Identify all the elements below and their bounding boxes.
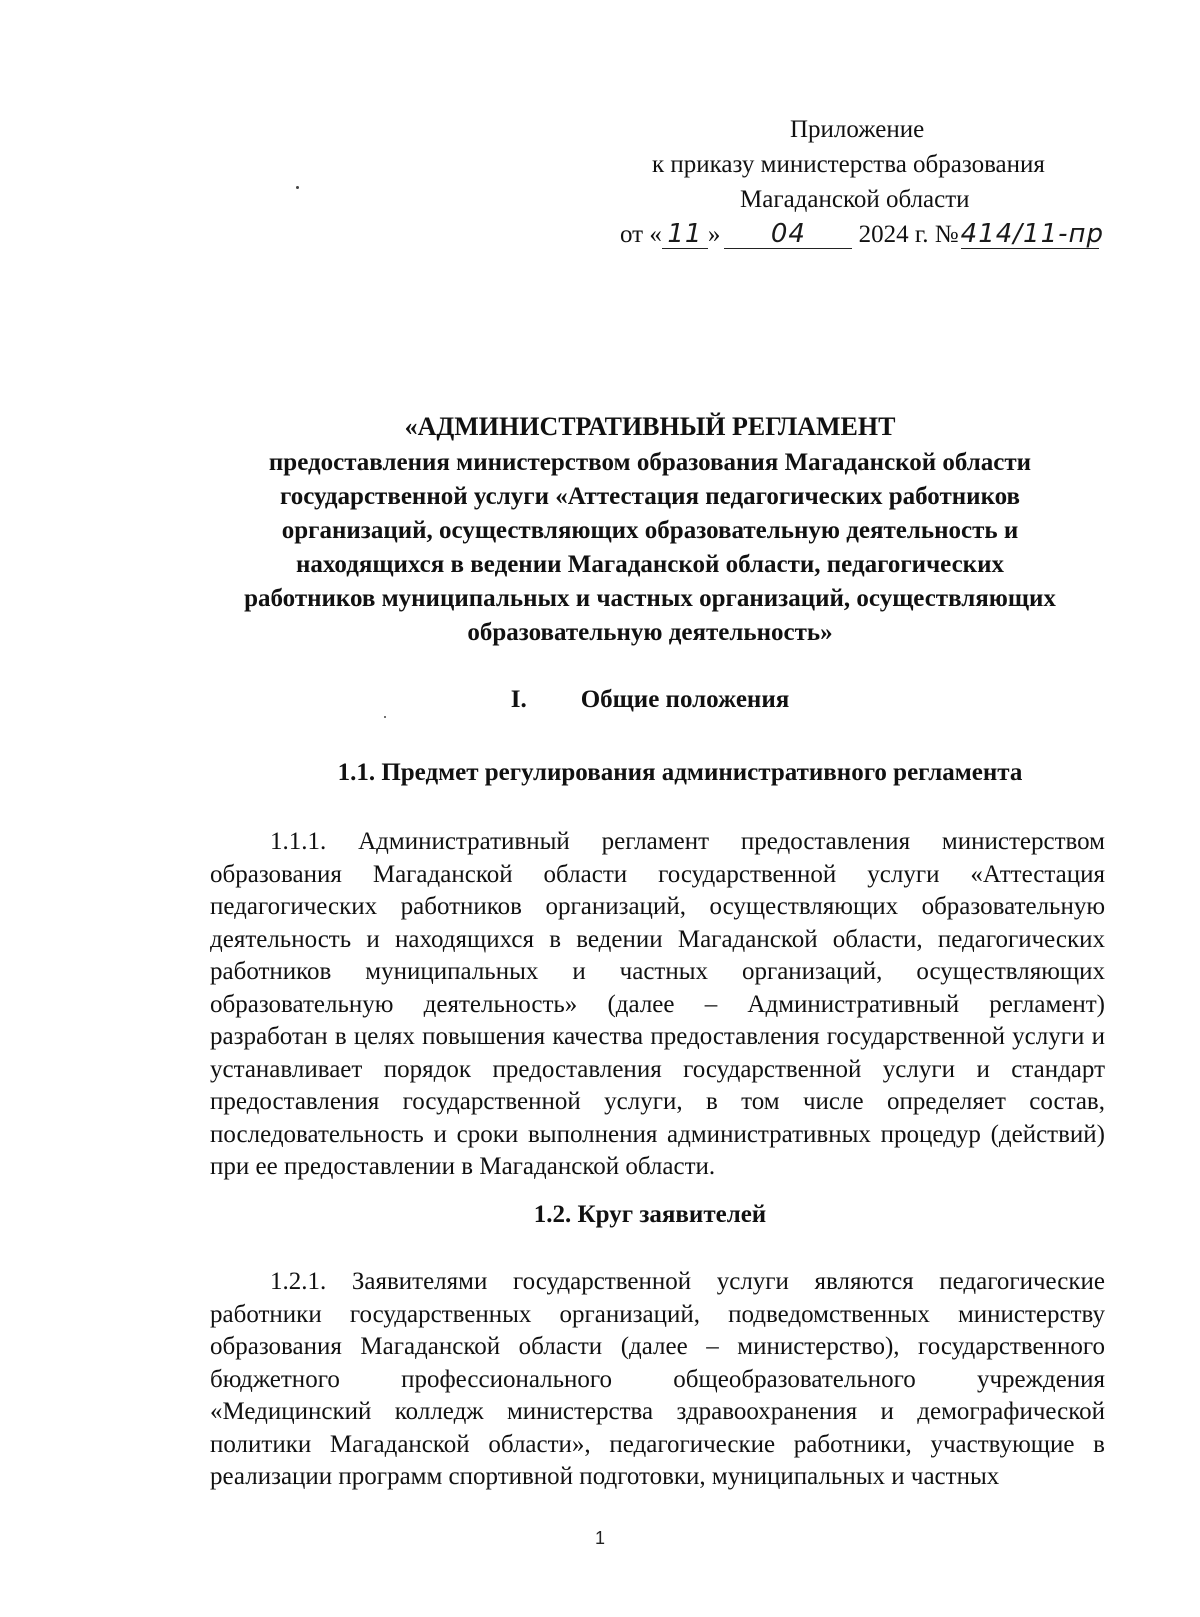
appendix-date-line [600,217,1120,252]
title-main: «АДМИНИСТРАТИВНЫЙ РЕГЛАМЕНТ [404,412,896,441]
appendix-title: Приложение [790,116,925,143]
scan-speck [296,186,299,189]
title-line: образовательную деятельность» [467,619,833,646]
handwritten-order-number: 414/11-пр [960,219,1105,249]
document-title [200,410,1100,650]
appendix-header [600,112,1120,252]
subsection-heading [230,756,1130,790]
date-quote-close: » [707,221,721,248]
paragraph-1-2-1: 1.2.1. Заявителями государственной услуги являются педагогические работники государственных организаций, подведомственных министерству образования Магаданской области (далее – министерство), государственного бюджетного профессионального общеобразовательного учреждения «Медицинский колледж министерства здравоохранения и демографической политики Магаданской области», педагогические работники, участвующие в реализации программ спортивной подготовки, муниципальных и частных [210,1268,1105,1490]
section-title: Общие положения [580,686,790,713]
title-line: государственной услуги «Аттестация педагогических работников [279,483,1021,510]
subsection-title: 1.1. Предмет регулирования административного регламента [337,759,1023,786]
date-prefix: от « [620,221,662,248]
appendix-region: Магаданской области [740,186,970,213]
title-line: организаций, осуществляющих образовательную деятельность и [281,517,1019,544]
title-line: предоставления министерством образования Магаданской области [268,449,1032,476]
title-line: находящихся в ведении Магаданской области, педагогических [295,551,1004,578]
appendix-order-ref: к приказу министерства образования [652,151,1045,178]
handwritten-day: 11 [662,220,708,249]
paragraph-1-1-1: 1.1.1. Административный регламент предоставления министерством образования Магаданской области государственной услуги «Аттестация педагогических работников организаций, осуществляющих образовательную деятельность и находящихся в ведении Магаданской области, педагогических работников муниципальных и частных организаций, осуществляющих образовательную деятельность» (далее – Административный регламент) разработан в целях повышения качества предоставления государственной услуги и устанавливает порядок предоставления государственной услуги и стандарт предоставления государственной услуги, в том числе определяет состав, последовательность и сроки выполнения административных процедур (действий) при ее предоставлении в Магаданской области. [210,828,1105,1180]
date-year: 2024 г. № [858,221,959,248]
page-number: 1 [594,1528,605,1548]
title-line: работников муниципальных и частных организаций, осуществляющих [244,585,1056,612]
subsection-title: 1.2. Круг заявителей [533,1201,767,1228]
subsection-heading [200,1198,1100,1232]
section-heading [200,683,1100,717]
section-number: I. [510,686,527,713]
handwritten-month: 04 [724,220,852,249]
